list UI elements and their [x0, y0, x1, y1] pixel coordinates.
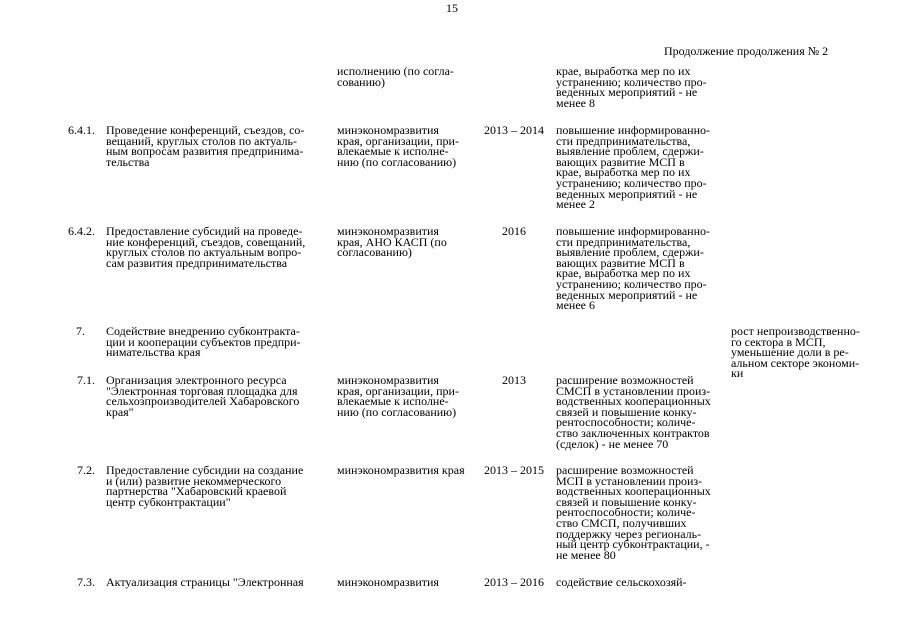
page-number: 15: [446, 1, 458, 15]
row-result: расширение возможностей СМСП в установлении произ- водственных кооперационных связей и повышение конку- рентоспособности; количе- ство заключенных контрактов (сделок) - не менее 70: [556, 373, 711, 451]
row-result: повышение информированно- сти предпринимательства, выявление проблем, сдержи- вающих развитие МСП в крае, выработка мер по их устранению; количество про- веденных мероприятий - не менее 2: [556, 123, 711, 212]
row-period: 2013 – 2015: [484, 463, 544, 477]
top-fragment-executor: исполнению (по согла- сованию): [337, 64, 454, 89]
continuation-header: Продолжение продолжения № 2: [664, 44, 829, 58]
row-number: 7.1.: [77, 373, 95, 387]
row-period: 2013 – 2014: [484, 123, 544, 137]
row-number: 7.: [76, 324, 85, 338]
row-name: Предоставление субсидий на проведе- ние конференций, съездов, совещаний, круглых столов по актуальным вопро- сам развития предпринимательства: [106, 224, 306, 270]
row-result: расширение возможностей МСП в установлении произ- водственных кооперационных связей и повышение конку- рентоспособности; количе- ство СМСП, получивших поддержку через региональ- ный центр субконтрактации, - не менее 80: [556, 463, 711, 562]
row-result: повышение информированно- сти предпринимательства, выявление проблем, сдержи- вающих развитие МСП в крае, выработка мер по их устранению; количество про- веденных мероприятий - не менее 6: [556, 224, 711, 313]
row-number: 6.4.1.: [68, 123, 95, 137]
row-executor: минэкономразвития: [337, 575, 439, 589]
row-number: 6.4.2.: [68, 224, 95, 238]
row-period: 2016: [502, 224, 526, 238]
row-executor: минэкономразвития края, АНО КАСП (по согласованию): [337, 224, 447, 260]
row-number: 7.3.: [77, 575, 95, 589]
row-name: Предоставление субсидии на создание и (или) развитие некоммерческого партнерства "Хабаровский краевой центр субконтрактации": [106, 463, 304, 509]
row-period: 2013: [502, 373, 526, 387]
row-number: 7.2.: [77, 463, 95, 477]
row-period: 2013 – 2016: [484, 575, 544, 589]
row-executor: минэкономразвития края, организации, при- влекаемые к исполне- нию (по согласованию): [337, 373, 459, 419]
row-name: Содействие внедрению субконтракта- ции и кооперации субъектов предпри- нимательства края: [106, 324, 301, 360]
row-indicator: рост непроизводственно- го сектора в МСП, уменьшение доли в ре- альном секторе экономи- ки: [731, 324, 860, 381]
row-name: Актуализация страницы "Электронная: [106, 575, 304, 589]
row-name: Проведение конференций, съездов, со- вещаний, круглых столов по актуаль- ным вопросам развития предпринима- тельства: [106, 123, 305, 169]
top-fragment-result: крае, выработка мер по их устранению; количество про- веденных мероприятий - не менее 8: [556, 64, 707, 110]
row-name: Организация электронного ресурса "Электронная торговая площадка для сельхозпроизводителей Хабаровского края": [106, 373, 300, 419]
row-executor: минэкономразвития края: [337, 463, 465, 477]
row-result: содействие сельскохозяй-: [556, 575, 687, 589]
row-executor: минэкономразвития края, организации, при- влекаемые к исполне- нию (по согласованию): [337, 123, 459, 169]
